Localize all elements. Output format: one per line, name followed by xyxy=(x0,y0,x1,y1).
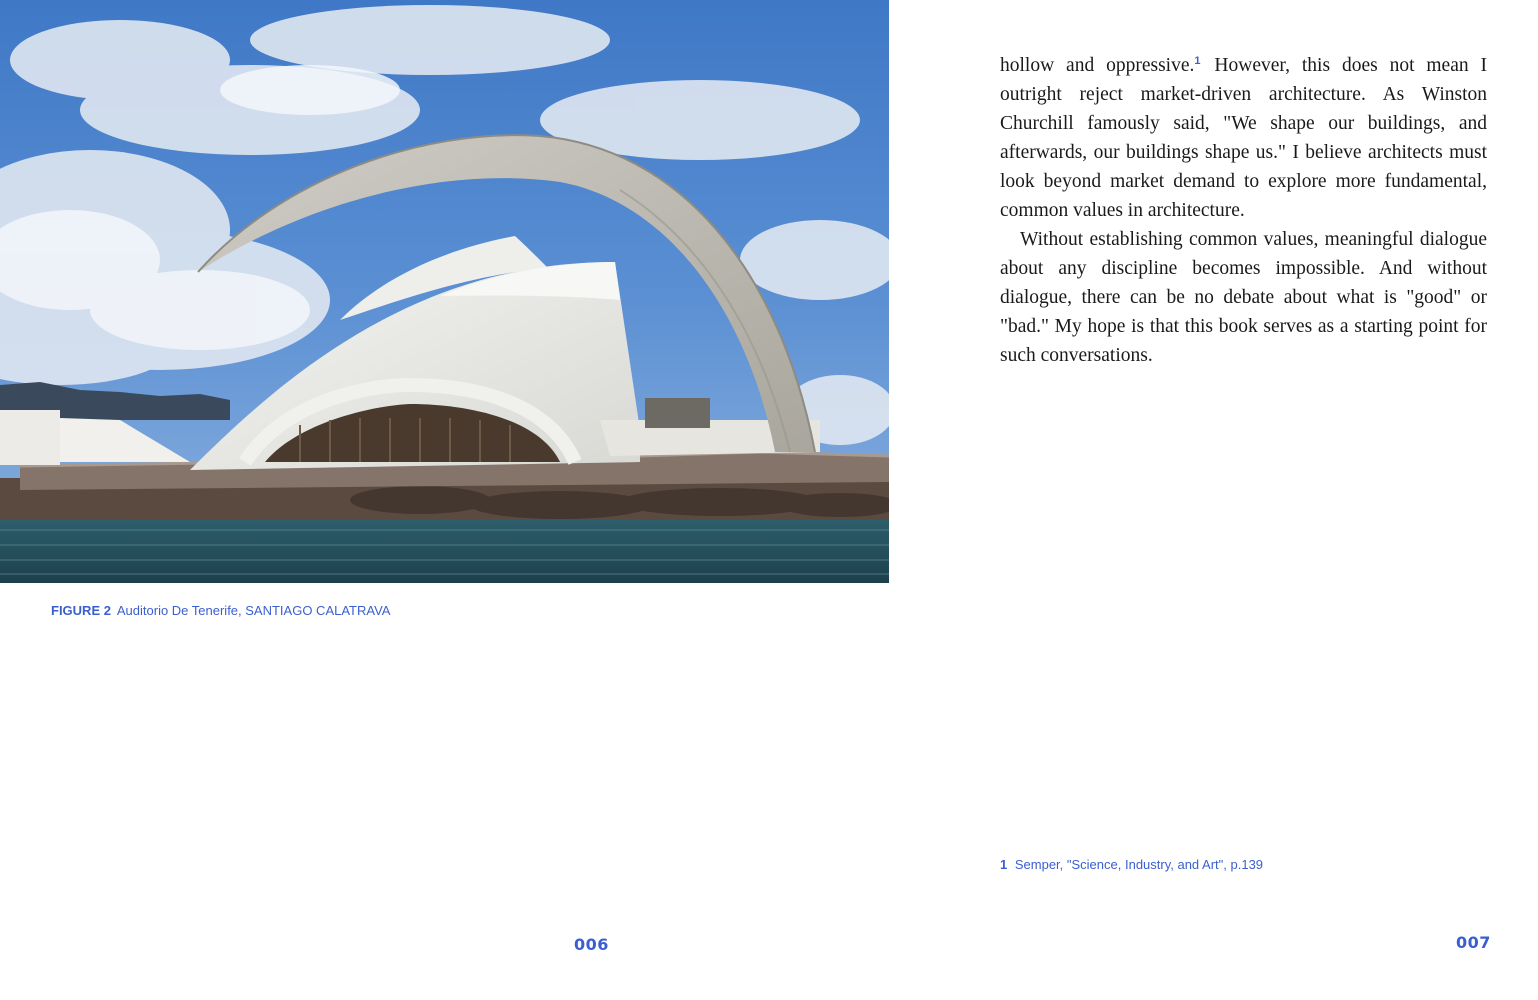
figure-caption-text: Auditorio De Tenerife, SANTIAGO CALATRAVA xyxy=(116,603,391,618)
footnote-reference[interactable]: 1 xyxy=(1194,54,1201,67)
paragraph-1-rest: However, this does not mean I outright reject market-driven architecture. As Winston Churchill famously said, "We shape our buildings, and afterwards, our buildings shape us." I believe architects must look beyond market demand to explore more fundamental, common values in architecture. xyxy=(1000,55,1488,221)
footnote xyxy=(1000,857,1263,872)
footnote-text: Semper, "Science, Industry, and Art", p.139 xyxy=(1014,857,1264,872)
figure-photo xyxy=(0,0,889,583)
paragraph-2: Without establishing common values, meaningful dialogue about any discipline becomes impossible. And without dialogue, there can be no debate about what is "good" or "bad." My hope is that this book serves as a starting point for such conversations. xyxy=(1000,229,1487,366)
page-number-right: 007 xyxy=(1456,933,1491,952)
page-number-left: 006 xyxy=(574,935,609,954)
figure-label: FIGURE 2 xyxy=(51,603,111,618)
footnote-number: 1 xyxy=(1000,857,1008,872)
paragraph-1-start: hollow and oppressive. xyxy=(1000,55,1195,76)
paragraph-1 xyxy=(1000,51,1487,225)
body-text xyxy=(1000,51,1487,370)
figure-caption xyxy=(51,603,390,618)
